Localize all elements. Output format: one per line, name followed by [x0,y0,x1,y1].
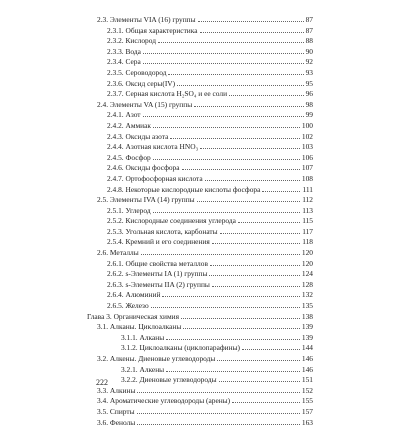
toc-entry-title: 2.4.2. Аммиак [107,120,151,130]
toc-entry-page: 146 [301,364,313,374]
toc-entry [87,56,313,67]
toc-entry-title: 3.1.2. Циклоалканы (циклопарафины) [121,343,240,353]
toc-entry [87,332,313,343]
toc-entry-page: 120 [301,258,313,268]
toc-entry [87,279,313,290]
toc-entry-title: Глава 3. Органическая химия [87,311,179,321]
toc-entry [87,406,313,417]
toc-leader-dots [143,109,304,117]
toc-entry-page: 139 [301,322,313,332]
toc-entry-page: 106 [301,152,313,162]
toc-entry-title: 2.6.1. Общие свойства металлов [107,258,208,268]
toc-entry-title: 3.4. Ароматические углеводороды (арены) [97,396,231,406]
toc-leader-dots [220,226,301,234]
toc-leader-dots [194,99,303,107]
toc-entry-title: 2.4.5. Фосфор [107,152,151,162]
toc-leader-dots [153,152,300,160]
toc-leader-dots [137,406,300,414]
toc-entry-page: 108 [301,173,313,183]
toc-entry-title: 2.4.8. Некоторые кислородные кислоты фосфора [107,184,261,194]
toc-entry-page: 88 [305,36,313,46]
toc-entry-title: 3.2.2. Диеновые углеводороды [121,375,217,385]
toc-leader-dots [166,332,300,340]
toc-entry-page: 87 [305,25,313,35]
toc-leader-dots [210,258,300,266]
toc-entry-title: 2.6.4. Алюминий [107,290,161,300]
toc-entry [87,99,313,110]
toc-leader-dots [153,205,301,213]
toc-leader-dots [162,289,299,297]
toc-leader-dots [153,120,300,128]
toc-entry-page: 118 [302,237,313,247]
toc-entry-page: 96 [305,89,313,99]
toc-leader-dots [209,268,299,276]
toc-leader-dots [143,56,304,64]
toc-leader-dots [137,417,300,425]
toc-leader-dots [143,46,304,54]
toc-entry-title: 2.4.1. Азот [107,110,141,120]
toc-leader-dots [219,374,300,382]
toc-entry-title: 2.6.2. s-Элементы IA (1) группы [107,269,208,279]
toc-entry [87,173,313,184]
toc-entry-title: 3.1. Алканы. Циклоалканы [97,322,182,332]
toc-entry [87,162,313,173]
toc-entry-page: 93 [305,67,313,77]
toc-leader-dots [170,131,300,139]
toc-entry [87,289,313,300]
toc-entry-page: 124 [301,269,313,279]
toc-entry-page: 115 [302,216,313,226]
toc-entry-page: 95 [305,78,313,88]
toc-leader-dots [212,236,300,244]
toc-leader-dots [137,385,299,393]
toc-entry-page: 98 [305,99,313,109]
toc-entry-page: 90 [305,46,313,56]
toc-entry-title: 2.5.1. Углерод [107,205,151,215]
toc-entry [87,67,313,78]
toc-entry-page: 138 [301,311,313,321]
toc-entry [87,247,313,258]
toc-leader-dots [242,342,300,350]
toc-leader-dots [200,141,300,149]
toc-leader-dots [197,194,301,202]
toc-entry-page: 99 [305,110,313,120]
toc-entry-page: 92 [305,57,313,67]
toc-entry-title: 2.5.4. Кремний и его соединения [107,237,210,247]
toc-leader-dots [177,78,304,86]
toc-entry [87,25,313,36]
toc-entry-title: 2.3. Элементы VIA (16) группы [97,15,196,24]
toc-entry [87,205,313,216]
toc-entry-title: 2.4.7. Ортофосфорная кислота [107,173,203,183]
toc-entry [87,258,313,269]
toc-entry-page: 146 [301,354,313,363]
toc-entry-title: 2.4. Элементы VA (15) группы [97,99,193,109]
toc-entry-page: 113 [302,205,313,215]
toc-entry [87,374,313,385]
toc-entry [87,417,313,428]
toc-entry [87,14,313,25]
toc-entry [87,353,313,364]
toc-leader-dots [229,88,304,96]
toc-entry [87,35,313,46]
toc-entry [87,184,313,195]
toc-entry [87,342,313,353]
toc-entry-title: 2.5.2. Кислородные соединения углерода [107,216,236,226]
toc-leader-dots [182,162,300,170]
toc-entry [87,194,313,205]
toc-leader-dots [232,395,300,403]
toc-entry [87,141,313,152]
toc-entry-page: 102 [301,131,313,141]
toc-entry-page: 135 [301,301,313,311]
toc-entry-page: 107 [301,163,313,173]
toc-entry [87,46,313,57]
toc-leader-dots [166,364,300,372]
toc-entry-page: 120 [301,248,313,258]
toc-entry [87,131,313,142]
toc-entry [87,300,313,311]
toc-entry-title: 2.5. Элементы IVA (14) группы [97,195,195,205]
toc-leader-dots [151,300,300,308]
toc-entry [87,109,313,120]
toc-leader-dots [168,67,303,75]
table-of-contents [87,14,313,427]
toc-entry-page: 100 [301,120,313,130]
toc-entry-title: 2.4.3. Оксиды азота [107,131,169,141]
toc-entry [87,226,313,237]
toc-entry [87,268,313,279]
toc-entry-title: 2.6.5. Железо [107,301,149,311]
page-number: 222 [96,378,108,387]
toc-entry-title: 3.1.1. Алканы [121,332,165,342]
toc-entry-page: 117 [302,226,313,236]
toc-entry-page: 139 [301,332,313,342]
toc-entry [87,88,313,99]
toc-entry-title: 2.6.3. s-Элементы IIA (2) группы [107,279,210,289]
toc-leader-dots [158,35,304,43]
toc-entry-page: 111 [302,184,313,194]
toc-entry-title: 3.3. Алкины [97,385,136,395]
toc-leader-dots [141,247,300,255]
toc-entry-page: 132 [301,290,313,300]
toc-entry [87,385,313,396]
toc-leader-dots [217,353,300,361]
toc-entry-title: 2.5.3. Угольная кислота, карбонаты [107,226,218,236]
toc-entry-title: 2.3.3. Вода [107,46,141,56]
toc-entry [87,152,313,163]
toc-entry [87,120,313,131]
toc-leader-dots [262,184,300,192]
toc-entry-title: 2.3.1. Общая характеристика [107,25,198,35]
toc-entry-page: 87 [305,15,313,24]
toc-entry-page: 112 [302,195,313,205]
toc-entry-title: 2.3.7. Серная кислота H₂SO₄ и ее соли [107,89,228,99]
toc-entry-title: 3.2.1. Алкены [121,364,165,374]
toc-entry-page: 103 [301,142,313,152]
toc-entry [87,311,313,322]
toc-entry-title: 2.3.6. Оксид серы(IV) [107,78,176,88]
toc-leader-dots [238,215,300,223]
toc-entry-title: 2.3.2. Кислород [107,36,156,46]
toc-leader-dots [200,25,304,33]
toc-entry-title: 2.6. Металлы [97,248,139,258]
toc-leader-dots [183,321,300,329]
toc-entry-title: 2.4.4. Азотная кислота HNO₃ [107,142,199,152]
toc-entry-page: 163 [301,417,313,427]
toc-entry-title: 3.2. Алкены. Диеновые углеводороды [97,354,216,363]
toc-entry-title: 2.3.4. Сера [107,57,141,67]
toc-entry [87,215,313,226]
toc-entry-page: 157 [301,406,313,416]
toc-leader-dots [198,14,304,22]
toc-leader-dots [212,279,300,287]
toc-entry [87,321,313,332]
toc-entry-title: 3.5. Спирты [97,406,135,416]
toc-entry [87,236,313,247]
toc-leader-dots [181,311,300,319]
toc-entry [87,395,313,406]
toc-entry [87,364,313,375]
toc-entry-title: 2.4.6. Оксиды фосфора [107,163,180,173]
toc-entry-title: 3.6. Фенолы [97,417,136,427]
toc-entry-page: 152 [301,385,313,395]
toc-entry-page: 144 [301,343,313,353]
toc-entry-page: 151 [301,375,313,385]
toc-entry-page: 155 [301,396,313,406]
toc-entry-title: 2.3.5. Сероводород [107,67,167,77]
toc-entry [87,78,313,89]
toc-leader-dots [205,173,300,181]
toc-entry-page: 128 [301,279,313,289]
